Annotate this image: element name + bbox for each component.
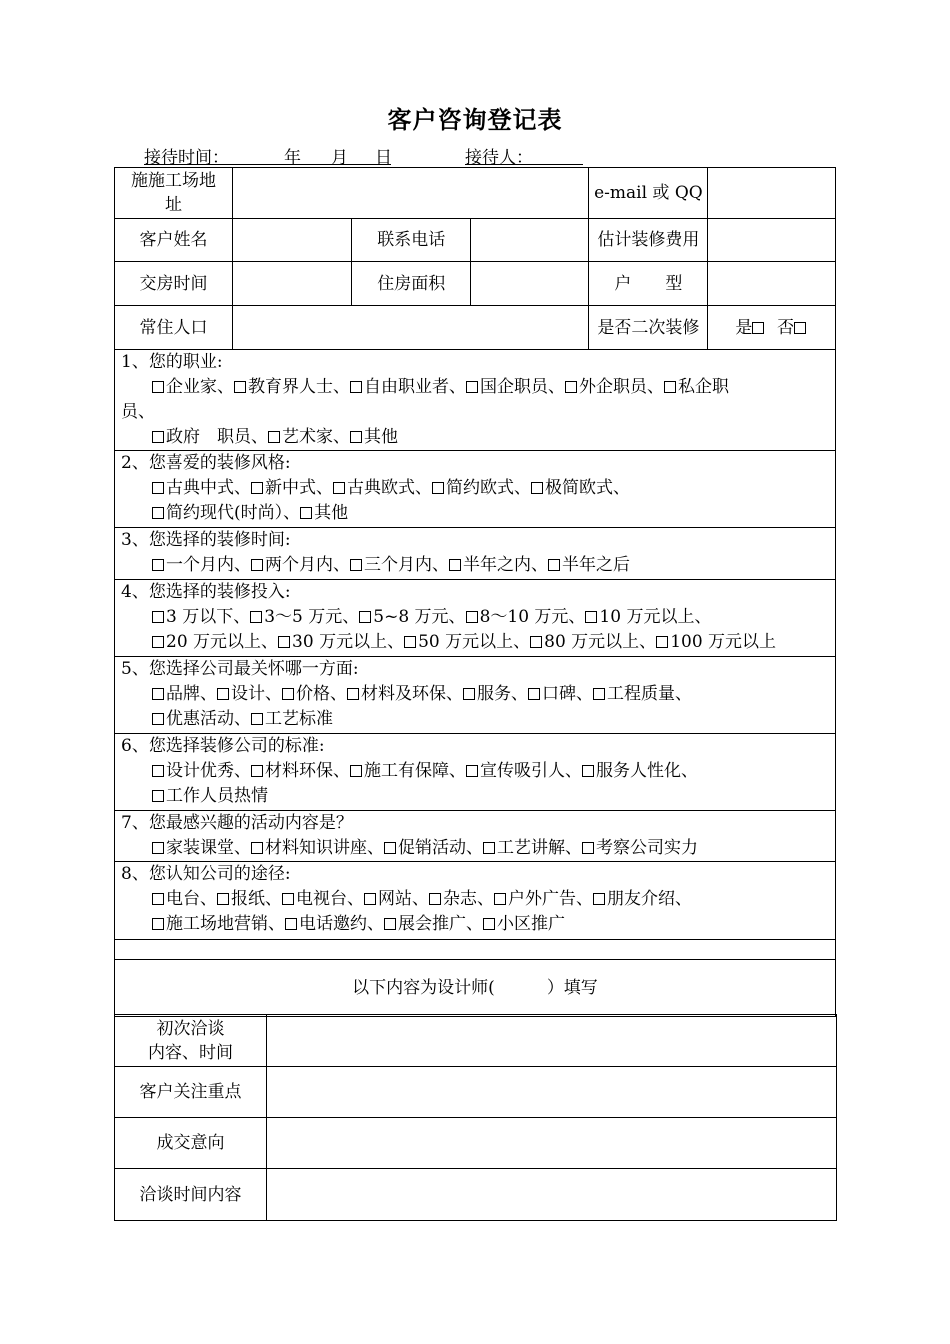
option-checkbox[interactable] bbox=[152, 713, 164, 725]
reception-time-label: 接待时间： bbox=[144, 148, 229, 168]
option-label: 50 万元以上、 bbox=[418, 632, 531, 652]
question-3 bbox=[115, 528, 836, 580]
option-checkbox[interactable] bbox=[384, 918, 396, 930]
option-label: 促销活动、 bbox=[398, 838, 483, 858]
phone-field[interactable] bbox=[471, 219, 589, 262]
option-checkbox[interactable] bbox=[152, 559, 164, 571]
question-4-options-line2 bbox=[121, 630, 829, 655]
yes-checkbox[interactable] bbox=[752, 322, 764, 334]
yes-label: 是 bbox=[735, 317, 753, 338]
option-checkbox[interactable] bbox=[251, 842, 263, 854]
deal-intention-field[interactable] bbox=[267, 1118, 837, 1169]
option-checkbox[interactable] bbox=[152, 482, 164, 494]
option-checkbox[interactable] bbox=[152, 918, 164, 930]
email-qq-label: e-mail 或 QQ bbox=[589, 168, 708, 219]
option-label: 古典欧式、 bbox=[347, 478, 432, 498]
option-label: 半年之内、 bbox=[463, 555, 548, 575]
est-cost-label: 估计装修费用 bbox=[589, 219, 708, 262]
option-checkbox[interactable] bbox=[593, 893, 605, 905]
option-checkbox[interactable] bbox=[217, 688, 229, 700]
customer-name-label: 客户姓名 bbox=[115, 219, 233, 262]
option-label: 工艺标准 bbox=[265, 709, 333, 729]
house-type-field[interactable] bbox=[708, 262, 836, 306]
option-label: 教育界人士、 bbox=[248, 377, 350, 397]
option-label: 外企职员、 bbox=[579, 377, 664, 397]
option-label: 设计优秀、 bbox=[166, 761, 251, 781]
question-1-text: 1、您的职业: bbox=[121, 352, 223, 372]
option-checkbox[interactable] bbox=[347, 688, 359, 700]
option-label: 8～10 万元、 bbox=[479, 607, 586, 627]
option-checkbox[interactable] bbox=[531, 482, 543, 494]
option-label: 网站、 bbox=[378, 889, 429, 909]
option-label: 优惠活动、 bbox=[166, 709, 251, 729]
option-checkbox[interactable] bbox=[384, 842, 396, 854]
option-label: 两个月内、 bbox=[265, 555, 350, 575]
option-label: 新中式、 bbox=[265, 478, 333, 498]
reception-day: 日 bbox=[375, 148, 392, 168]
question-7 bbox=[115, 811, 836, 862]
question-5-options-line2 bbox=[121, 707, 829, 732]
question-4-text: 4、您选择的装修投入: bbox=[121, 582, 291, 602]
option-label: 企业家、 bbox=[166, 377, 234, 397]
option-label: 服务、 bbox=[477, 684, 528, 704]
reception-month: 月 bbox=[331, 148, 348, 168]
option-label: 小区推广 bbox=[497, 914, 565, 934]
option-label: 报纸、 bbox=[231, 889, 282, 909]
option-label: 朋友介绍、 bbox=[607, 889, 692, 909]
option-label: 半年之后 bbox=[562, 555, 630, 575]
phone-label: 联系电话 bbox=[352, 219, 471, 262]
option-label: 品牌、 bbox=[166, 684, 217, 704]
option-label: 工作人员热情 bbox=[166, 786, 268, 806]
option-checkbox[interactable] bbox=[494, 893, 506, 905]
option-checkbox[interactable] bbox=[285, 918, 297, 930]
question-1-options-line1 bbox=[121, 375, 829, 400]
first-talk-label bbox=[115, 1015, 267, 1067]
option-checkbox[interactable] bbox=[268, 431, 280, 443]
option-label: 简约欧式、 bbox=[446, 478, 531, 498]
question-7-text: 7、您最感兴趣的活动内容是？ bbox=[121, 813, 353, 833]
question-1 bbox=[115, 350, 836, 451]
option-label: 价格、 bbox=[296, 684, 347, 704]
option-checkbox[interactable] bbox=[282, 688, 294, 700]
option-label: 一个月内、 bbox=[166, 555, 251, 575]
option-checkbox[interactable] bbox=[582, 842, 594, 854]
option-checkbox[interactable] bbox=[251, 482, 263, 494]
question-6-text: 6、您选择装修公司的标准: bbox=[121, 736, 325, 756]
option-label: 电台、 bbox=[166, 889, 217, 909]
question-6-options-line2 bbox=[121, 784, 829, 809]
option-label: 10 万元以上、 bbox=[599, 607, 712, 627]
option-checkbox[interactable] bbox=[152, 507, 164, 519]
option-label: 30 万元以上、 bbox=[292, 632, 405, 652]
option-label: 家装课堂、 bbox=[166, 838, 251, 858]
reception-year: 年 bbox=[284, 148, 301, 168]
question-5 bbox=[115, 657, 836, 734]
option-label: 80 万元以上、 bbox=[544, 632, 657, 652]
option-checkbox[interactable] bbox=[664, 381, 676, 393]
option-checkbox[interactable] bbox=[530, 636, 542, 648]
option-checkbox[interactable] bbox=[217, 893, 229, 905]
option-checkbox[interactable] bbox=[483, 918, 495, 930]
first-talk-field[interactable] bbox=[267, 1015, 837, 1067]
option-checkbox[interactable] bbox=[429, 893, 441, 905]
option-label: 私企职 bbox=[678, 377, 729, 397]
option-checkbox[interactable] bbox=[251, 713, 263, 725]
question-2-text: 2、您喜爱的装修风格: bbox=[121, 453, 291, 473]
option-checkbox[interactable] bbox=[364, 893, 376, 905]
site-address-field[interactable] bbox=[233, 168, 589, 219]
option-checkbox[interactable] bbox=[152, 431, 164, 443]
page-title: 客户咨询登记表 bbox=[387, 105, 563, 134]
email-qq-field[interactable] bbox=[708, 168, 836, 219]
site-address-label: 施施工场地址 bbox=[115, 168, 233, 219]
option-checkbox[interactable] bbox=[234, 381, 246, 393]
customer-focus-field[interactable] bbox=[267, 1067, 837, 1118]
option-checkbox[interactable] bbox=[528, 688, 540, 700]
option-checkbox[interactable] bbox=[432, 482, 444, 494]
option-label: 电视台、 bbox=[296, 889, 364, 909]
option-label: 艺术家、 bbox=[282, 427, 350, 447]
option-label: 其他 bbox=[314, 503, 349, 523]
option-checkbox[interactable] bbox=[350, 559, 362, 571]
option-label: 户外广告、 bbox=[508, 889, 593, 909]
option-checkbox[interactable] bbox=[152, 636, 164, 648]
designer-heading-post: ）填写 bbox=[546, 978, 598, 998]
question-6 bbox=[115, 734, 836, 811]
option-label: 简约现代(时尚）、 bbox=[166, 503, 301, 523]
designer-heading-pre: 以下内容为设计师( bbox=[352, 978, 495, 998]
question-3-options-line1 bbox=[121, 553, 829, 578]
designer-section-heading bbox=[115, 960, 836, 1017]
option-label: 极简欧式、 bbox=[545, 478, 630, 498]
first-talk-label-line2: 内容、时间 bbox=[148, 1042, 233, 1063]
residents-field[interactable] bbox=[233, 306, 589, 350]
option-label: 材料及环保、 bbox=[361, 684, 463, 704]
option-label: 其他 bbox=[364, 427, 398, 447]
option-checkbox[interactable] bbox=[466, 381, 478, 393]
option-checkbox[interactable] bbox=[333, 482, 345, 494]
second-decoration-label: 是否二次装修 bbox=[589, 306, 708, 350]
option-checkbox[interactable] bbox=[483, 842, 495, 854]
option-checkbox[interactable] bbox=[350, 765, 362, 777]
no-checkbox[interactable] bbox=[794, 322, 806, 334]
spacer-row bbox=[115, 940, 836, 960]
question-8-text: 8、您认知公司的途径: bbox=[121, 864, 291, 884]
question-6-options-line1 bbox=[121, 759, 829, 784]
house-area-label: 住房面积 bbox=[352, 262, 471, 306]
question-5-options-line1 bbox=[121, 682, 829, 707]
option-checkbox[interactable] bbox=[251, 559, 263, 571]
deal-intention-label: 成交意向 bbox=[115, 1118, 267, 1169]
option-label: 材料环保、 bbox=[265, 761, 350, 781]
customer-focus-label: 客户关注重点 bbox=[115, 1067, 267, 1118]
handover-time-label: 交房时间 bbox=[115, 262, 233, 306]
option-checkbox[interactable] bbox=[251, 765, 263, 777]
option-checkbox[interactable] bbox=[278, 636, 290, 648]
option-checkbox[interactable] bbox=[548, 559, 560, 571]
second-decoration-options bbox=[708, 306, 836, 350]
option-checkbox[interactable] bbox=[463, 688, 475, 700]
option-label: 100 万元以上 bbox=[670, 632, 777, 652]
option-label: 三个月内、 bbox=[364, 555, 449, 575]
reception-person-field[interactable] bbox=[465, 164, 583, 165]
question-5-text: 5、您选择公司最关怀哪一方面: bbox=[121, 659, 359, 679]
option-label: 宣传吸引人、 bbox=[480, 761, 582, 781]
option-checkbox[interactable] bbox=[152, 765, 164, 777]
first-talk-label-line1: 初次洽谈 bbox=[156, 1018, 225, 1039]
option-checkbox[interactable] bbox=[152, 611, 164, 623]
option-checkbox[interactable] bbox=[250, 611, 262, 623]
question-1-options-line2 bbox=[121, 425, 829, 450]
option-label: 5~8 万元、 bbox=[373, 607, 466, 627]
option-label: 施工场地营销、 bbox=[166, 914, 285, 934]
option-label: 工程质量、 bbox=[607, 684, 692, 704]
residents-label: 常住人口 bbox=[115, 306, 233, 350]
option-checkbox[interactable] bbox=[656, 636, 668, 648]
no-label: 否 bbox=[777, 317, 795, 338]
reception-person-label: 接待人： bbox=[465, 148, 533, 168]
question-2 bbox=[115, 451, 836, 528]
option-label: 国企职员、 bbox=[480, 377, 565, 397]
option-label: 古典中式、 bbox=[166, 478, 251, 498]
option-label: 设计、 bbox=[231, 684, 282, 704]
option-checkbox[interactable] bbox=[404, 636, 416, 648]
question-2-options-line1 bbox=[121, 476, 829, 501]
option-checkbox[interactable] bbox=[449, 559, 461, 571]
option-checkbox[interactable] bbox=[466, 611, 478, 623]
talk-time-content-label: 洽谈时间内容 bbox=[115, 1169, 267, 1221]
option-label: 口碑、 bbox=[542, 684, 593, 704]
option-checkbox[interactable] bbox=[593, 688, 605, 700]
option-checkbox[interactable] bbox=[350, 431, 362, 443]
question-7-options-line1 bbox=[121, 836, 829, 861]
option-label: 服务人性化、 bbox=[596, 761, 698, 781]
question-1-wrap: 员、 bbox=[121, 402, 155, 422]
option-checkbox[interactable] bbox=[582, 765, 594, 777]
house-type-label: 户 型 bbox=[589, 262, 708, 306]
option-label: 考察公司实力 bbox=[596, 838, 698, 858]
option-checkbox[interactable] bbox=[152, 893, 164, 905]
option-checkbox[interactable] bbox=[152, 688, 164, 700]
designer-table bbox=[114, 1014, 837, 1221]
reception-time-underline bbox=[144, 164, 391, 165]
talk-time-content-field[interactable] bbox=[267, 1169, 837, 1221]
option-checkbox[interactable] bbox=[152, 790, 164, 802]
question-4-options-line1 bbox=[121, 605, 829, 630]
question-8-options-line1 bbox=[121, 887, 829, 912]
option-checkbox[interactable] bbox=[152, 842, 164, 854]
customer-info-table bbox=[114, 167, 836, 1017]
option-label: 工艺讲解、 bbox=[497, 838, 582, 858]
handover-time-field[interactable] bbox=[233, 262, 352, 306]
option-checkbox[interactable] bbox=[565, 381, 577, 393]
est-cost-field[interactable] bbox=[708, 219, 836, 262]
house-area-field[interactable] bbox=[471, 262, 589, 306]
option-label: 20 万元以上、 bbox=[166, 632, 279, 652]
option-label: 自由职业者、 bbox=[364, 377, 466, 397]
question-4 bbox=[115, 580, 836, 657]
customer-name-field[interactable] bbox=[233, 219, 352, 262]
option-checkbox[interactable] bbox=[585, 611, 597, 623]
option-checkbox[interactable] bbox=[466, 765, 478, 777]
option-checkbox[interactable] bbox=[152, 381, 164, 393]
option-checkbox[interactable] bbox=[359, 611, 371, 623]
option-label: 施工有保障、 bbox=[364, 761, 466, 781]
question-8 bbox=[115, 862, 836, 940]
option-checkbox[interactable] bbox=[350, 381, 362, 393]
option-label: 展会推广、 bbox=[398, 914, 483, 934]
question-2-options-line2 bbox=[121, 501, 829, 526]
question-3-text: 3、您选择的装修时间: bbox=[121, 530, 291, 550]
option-checkbox[interactable] bbox=[300, 507, 312, 519]
option-label: 杂志、 bbox=[443, 889, 494, 909]
option-checkbox[interactable] bbox=[282, 893, 294, 905]
option-label: 3～5 万元、 bbox=[264, 607, 360, 627]
option-label: 3 万以下、 bbox=[166, 607, 251, 627]
option-label: 材料知识讲座、 bbox=[265, 838, 384, 858]
option-label: 电话邀约、 bbox=[299, 914, 384, 934]
question-8-options-line2 bbox=[121, 912, 829, 937]
option-label: 政府 职员、 bbox=[166, 427, 268, 447]
